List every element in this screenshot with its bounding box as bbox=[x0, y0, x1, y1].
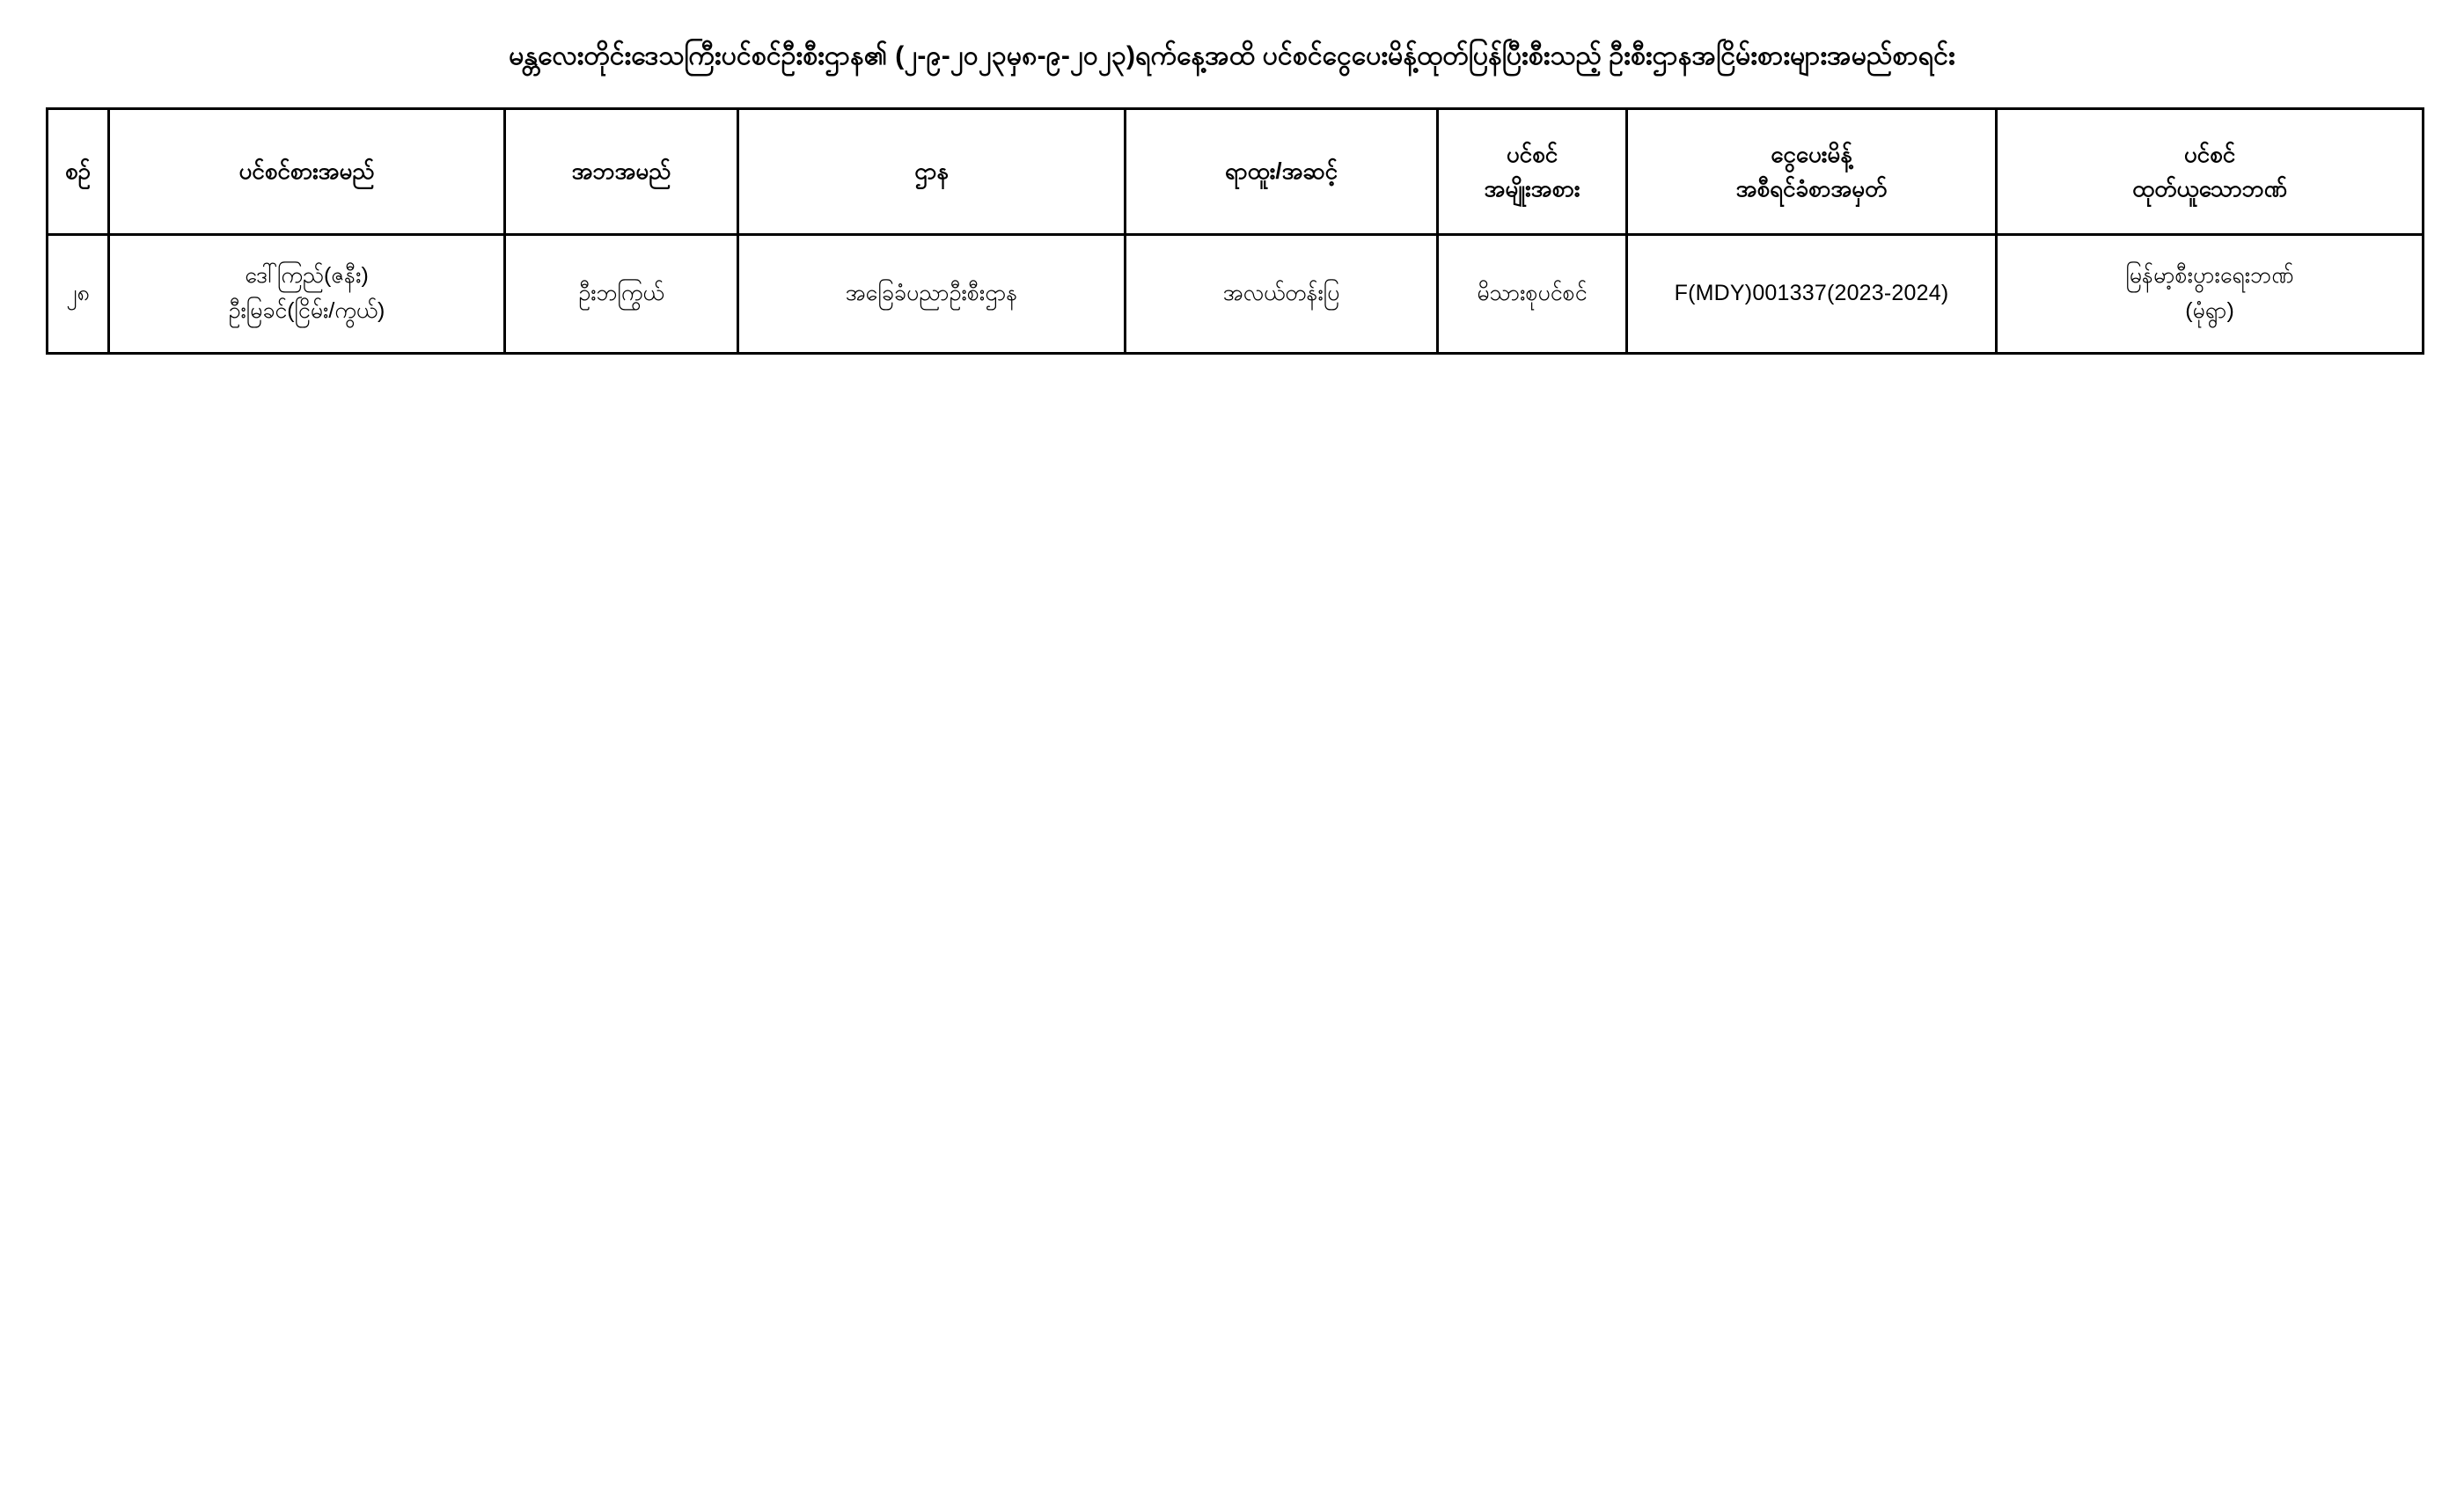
table-header bbox=[48, 108, 2424, 234]
cell-pensioner-name bbox=[109, 234, 505, 353]
page-title: မန္တလေးတိုင်းဒေသကြီးပင်စင်ဦးစီးဌာန၏ (၂-၉-၂၀၂၃မှ၈-၉-၂၀၂၃)ရက်နေ့အထိ ပင်စင်ငွေပေးမိန့်ထုတ်ပြန်ပြီးစီးသည့် ဦးစီးဌာနအငြိမ်းစားများအမည်စာရင်း bbox=[509, 41, 1955, 70]
column-header-pension-type-line1: ပင်စင် bbox=[1506, 140, 1558, 167]
column-header-order-ref-line1: ငွေပေးမိန့် bbox=[1771, 140, 1852, 167]
column-header-father-name: အဘအမည် bbox=[505, 108, 738, 234]
cell-department: အခြေခံပညာဦးစီးဌာန bbox=[738, 234, 1126, 353]
cell-pensioner-name-line1: ဒေါ်ကြည်(ဇနီး) bbox=[245, 263, 369, 288]
column-header-pensioner-name: ပင်စင်စားအမည် bbox=[109, 108, 505, 234]
cell-bank bbox=[1997, 234, 2424, 353]
column-header-bank-line2: ထုတ်ယူသောဘဏ် bbox=[2132, 174, 2287, 202]
column-header-bank-line1: ပင်စင် bbox=[2183, 140, 2236, 167]
cell-order-ref: F(MDY)001337(2023-2024) bbox=[1627, 234, 1997, 353]
pension-table-container bbox=[46, 107, 2418, 355]
column-header-rank: ရာထူး/အဆင့် bbox=[1126, 108, 1438, 234]
column-header-no: စဉ် bbox=[48, 108, 109, 234]
cell-pensioner-name-line2: ဦးမြခင်(ငြိမ်း/ကွယ်) bbox=[228, 297, 385, 323]
cell-no: ၂၈ bbox=[48, 234, 109, 353]
column-header-order-ref bbox=[1627, 108, 1997, 234]
column-header-pension-type-line2: အမျိုးအစား bbox=[1484, 174, 1580, 202]
table-row bbox=[48, 234, 2424, 353]
column-header-department: ဌာန bbox=[738, 108, 1126, 234]
table-body bbox=[48, 234, 2424, 353]
cell-rank: အလယ်တန်းပြ bbox=[1126, 234, 1438, 353]
column-header-pension-type bbox=[1438, 108, 1627, 234]
cell-bank-line1: မြန်မာ့စီးပွားရေးဘဏ် bbox=[2125, 263, 2294, 288]
cell-bank-line2: (မုံရွာ) bbox=[2185, 297, 2234, 323]
table-header-row bbox=[48, 108, 2424, 234]
cell-father-name: ဦးဘကြွယ် bbox=[505, 234, 738, 353]
column-header-bank bbox=[1997, 108, 2424, 234]
pension-table bbox=[46, 107, 2424, 355]
cell-pension-type: မိသားစုပင်စင် bbox=[1438, 234, 1627, 353]
column-header-order-ref-line2: အစီရင်ခံစာအမှတ် bbox=[1735, 174, 1888, 202]
